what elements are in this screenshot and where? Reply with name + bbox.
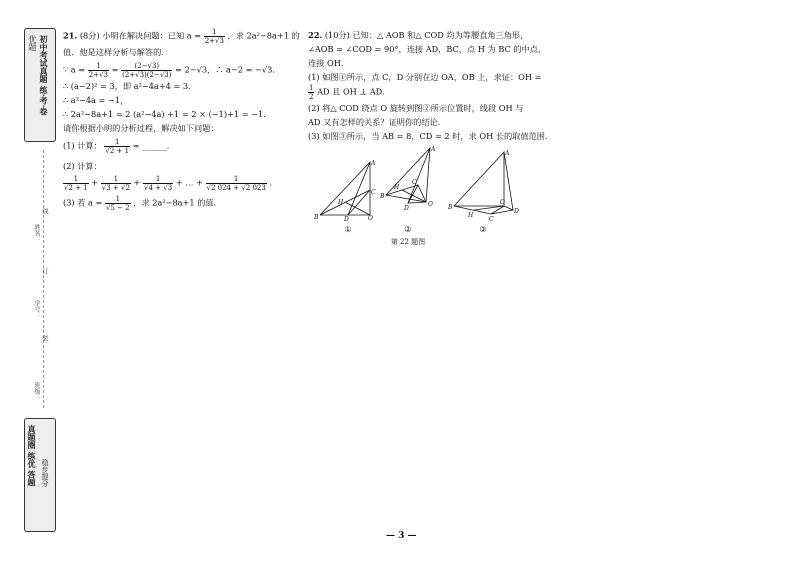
q22-part1-a: (1) 如图①所示，点 C，D 分别在边 OA，OB 上，求证：OH = [308,72,542,82]
q22-part2-b: AD 又有怎样的关系？证明你的结论． [308,117,446,127]
page-number: — 3 — [386,531,417,541]
q22-part1-b: AD 且 OH ⊥ AD． [317,86,391,97]
q21-frac-step1: $\frac{1}{2+√3}$ [88,62,108,79]
fig3-label-h: H [468,212,474,219]
q21-frac-sub2-2: $\frac{1}{√3 + √2}$ [101,175,130,192]
mark-seal: 装 [41,335,48,341]
q21-sub3-a: (3) 若 a = [63,197,103,208]
mark-line: 线 [41,208,48,214]
fig-number-1: ① [344,225,352,234]
fig1-label-b: B [314,214,319,221]
field-name: 姓名： [33,224,40,242]
q21-prompt: 请你根据小明的分析过程，解决如下问题： [63,123,219,133]
q22-frac-half: $\frac{1}{2}$ [309,84,314,101]
bottom-badge-text: 真题圈 练优 答题 [27,425,37,487]
top-badge-text: 初中考试真题 练·考·卷 [39,35,49,116]
q22-part2-a: (2) 将△ COD 绕点 O 旋转到图②所示位置时，线段 OH 与 [308,103,524,113]
question-21: 21. (8分) 小明在解决问题：已知 a = $\frac{1}{2+√3}$ ，求 2a²−8a+1 的 值．他是这样分析与解答的． ∵ a = $\frac{1}{2+√3}$ = $\frac{(2-√3)}{(2+√3)(2-√3)}$ = 2−√3，∴ a−2 = −√3． ∴ (a−2)² = 3，即 a²−4a+4 = 3． ∴ a²−4a = −1， ∴ 2a²−8a+1 = 2 (a²−4a) +1 = 2 × (−1)+1 = −1． 请你根据小明的分析过程，解决如下问题： (1) 计算： $\frac{1}{√2 + 1}$ = ______． (2) 计算： $\frac{1}{√2 + 1}$ + $\frac{1}{√3 + √2}$ + $\frac{1}{√4 + √3}$ + … + $\frac{1}{√2 024 + √2 023}$ ． (3) 若 a = $\frac{1}{√5 - 2}$ ，求 2a²−8a+1 的值． [63,28,300,212]
q21-points: (8分) [79,30,100,41]
bottom-badge [24,418,56,532]
fig2-label-o: O [428,201,433,208]
q21-sub2-a: (2) 计算： [63,161,102,171]
q21-frac-sub1: $\frac{1}{√2 + 1}$ [105,138,130,155]
fig1-label-d: D [344,216,349,223]
q21-sub1-b: = ______． [132,140,175,151]
fig2-label-b: B [380,193,385,200]
mark-order: 订 [41,268,48,274]
q21-line2: 值．他是这样分析与解答的． [63,47,170,57]
fig2-label-a: A [431,146,436,153]
q21-number: 21. [63,30,78,41]
q21-intro-a: 小明在解决问题：已知 a = [102,30,202,41]
fig-number-3: ③ [479,225,487,234]
q21-step1-b: = [111,64,119,75]
q21-step4: ∴ 2a²−8a+1 = 2 (a²−4a) +1 = 2 × (−1)+1 = −1． [63,109,272,119]
q21-frac-rationalize: $\frac{(2-√3)}{(2+√3)(2-√3)}$ [122,62,172,79]
top-badge [24,28,56,142]
q21-frac-sub2-3: $\frac{1}{√4 + √3}$ [144,175,173,192]
q22-line2: ∠AOB = ∠COD = 90°，连接 AD，BC，点 H 为 BC 的中点， [308,44,547,54]
fig3-label-b: B [448,204,453,211]
q21-sub2-mid: + … + [175,177,203,188]
fig1-label-h: H [338,199,344,206]
figure-numbers [344,225,486,234]
q21-intro-b: ，求 2a²−8a+1 的 [227,30,300,41]
question-22 [308,28,554,143]
q21-frac-sub3: $\frac{1}{√5 - 2}$ [105,195,130,212]
fig2-label-d: D [404,205,409,212]
q22-figures [308,140,538,250]
fig3-label-c: C [489,216,494,223]
figure-2 [386,148,430,203]
binding-dash-line [43,150,45,408]
q21-frac-given: $\frac{1}{2+√3}$ [204,28,224,45]
q21-step3: ∴ a²−4a = −1， [63,95,129,105]
fig-number-2: ② [404,225,412,234]
q21-step1-a: ∵ a = [63,64,86,75]
q22-part3: (3) 如图③所示，当 AB = 8，CD = 2 时，求 OH 长的取值范围． [308,131,554,141]
figure-1 [320,162,370,215]
q21-sub2-end: ． [269,177,278,188]
bottom-badge-small: 稳步提分 [41,459,49,487]
top-badge-small: 优题 [28,35,37,51]
fig2-label-c: C [412,179,417,186]
binding-strip [0,0,60,567]
field-id: 学号： [33,300,40,318]
q22-line1: 已知：△ AOB 和△ COD 均为等腰直角三角形， [352,30,529,40]
figure-caption: 第 22 题图 [390,238,426,246]
q22-number: 22. [308,30,323,40]
field-class: 班级： [33,382,40,400]
q21-step1-c: = 2−√3，∴ a−2 = −√3． [175,64,281,75]
fig3-label-o: O [500,199,505,206]
q22-points: (10分) [324,30,350,40]
q21-sub1-a: (1) 计算： [63,140,102,151]
q22-line3: 连接 OH． [308,58,350,68]
fig3-label-d: D [514,208,519,215]
q21-sub3-b: ，求 2a²−8a+1 的值． [133,197,222,208]
fig1-label-a: A [371,160,376,167]
q21-frac-sub2-1: $\frac{1}{√2 + 1}$ [64,175,88,192]
fig2-label-h: H [394,184,400,191]
fig3-label-a: A [505,150,510,157]
fig1-label-c: C [371,189,376,196]
fig1-label-o: O [368,215,373,222]
q21-step2: ∴ (a−2)² = 3，即 a²−4a+4 = 3． [63,81,197,91]
q21-frac-sub2-last: $\frac{1}{√2 024 + √2 023}$ [206,175,266,192]
